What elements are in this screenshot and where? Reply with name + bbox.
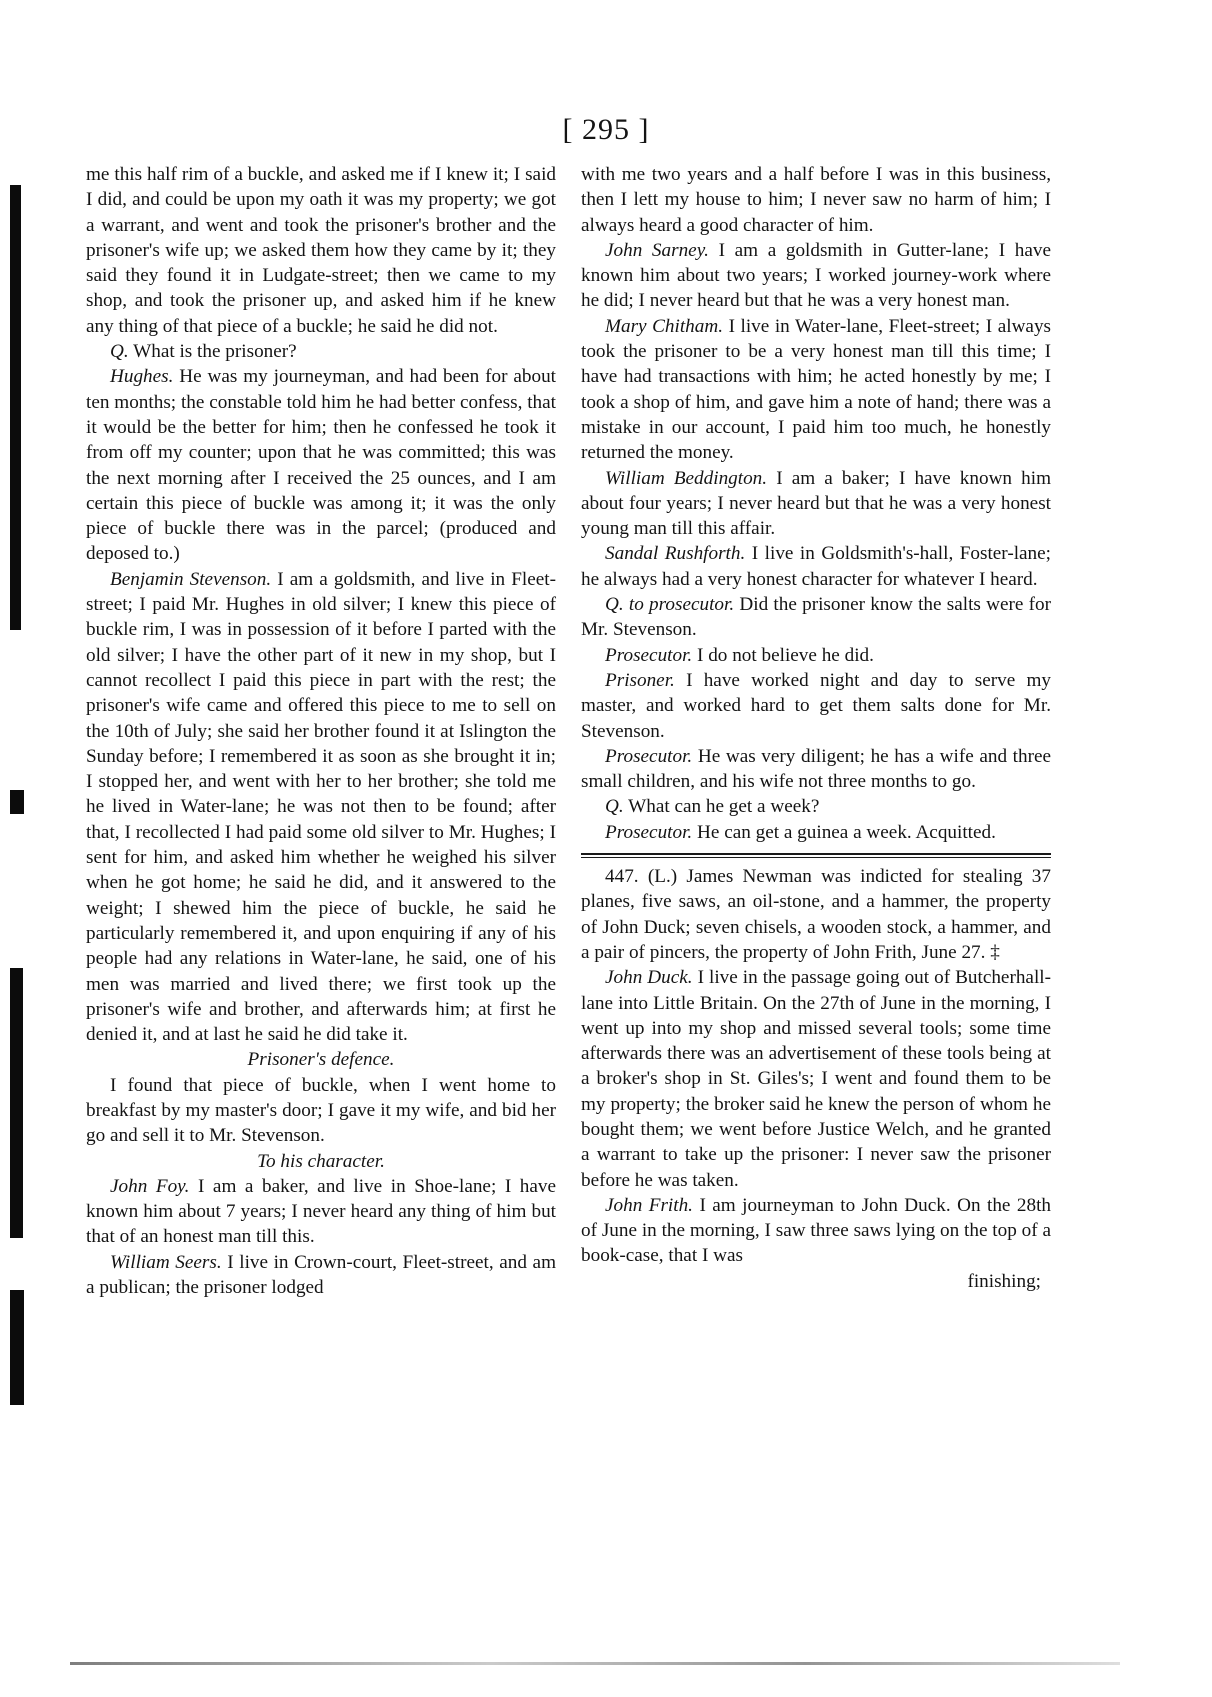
paragraph [86,1073,556,1149]
left-column [86,162,556,1300]
paragraph [86,162,556,339]
speaker-name: John Sarney. [605,239,709,261]
margin-mark [10,1290,24,1405]
speaker-name: Q. [605,796,624,818]
paragraph-text: I found that piece of buckle, when I went home to breakfast by my master's door; I gave it my wife, and bid her go and sell it to Mr. Stevenson. [86,1074,556,1147]
paragraph [581,592,1051,643]
paragraph [581,668,1051,744]
paragraph-text: I am journeyman to John Duck. On the 28th of June in the morning, I saw three saws lying on the top of a book-case, that I was [581,1194,1051,1267]
page-number: [ 295 ] [562,113,650,146]
paragraph [581,466,1051,542]
paragraph [581,314,1051,466]
section-divider [581,853,1051,858]
margin-mark [10,185,21,630]
trial-continuation [581,162,1051,845]
paragraph [86,567,556,1048]
paragraph [86,364,556,566]
paragraph-text: What can he get a week? [628,796,820,818]
paragraph-text: I live in the passage going out of Butcherhall-lane into Little Britain. On the 27th of June in the morning, I went up into my shop and missed several tools; some time afterwards there was an advertisement of these tools being at a broker's shop in St. Giles's; I went and found them to be my property; the broker said he knew the person of whom he bought them; we went before Justice Welch, and he granted a warrant to take up the prisoner: I never saw the prisoner before he was taken. [581,967,1052,1191]
speaker-name: Benjamin Stevenson. [110,568,272,590]
paragraph [581,1193,1051,1269]
speaker-name: Q. [110,341,129,363]
paragraph-text: I live in Crown-court, Fleet-street, and am a publican; the prisoner lodged [86,1251,556,1299]
paragraph [581,541,1051,592]
speaker-name: Q. to prosecutor. [605,594,735,616]
paragraph [581,238,1051,314]
paragraph-text: Prisoner's defence. [247,1049,395,1071]
paragraph [581,643,1051,668]
paragraph [581,162,1051,238]
speaker-name: Prosecutor. [605,745,693,767]
speaker-name: John Duck. [605,967,693,989]
paragraph [581,794,1051,819]
speaker-name: John Frith. [605,1194,693,1216]
paragraph-text: To his character. [257,1150,385,1172]
paragraph-text: He can get a guinea a week. Acquitted. [697,821,996,843]
paragraph-text: I live in Goldsmith's-hall, Foster-lane; he always had a very honest character for whatever I heard. [581,543,1051,590]
paragraph-text: He was my journeyman, and had been for about ten months; the constable told him he had better confess, that it would be the better for him; then he confessed he took it from off my counter; upon that he was committed; this was the next morning after I received the 25 ounces, and I am certain this piece of buckle was among it; it was the only piece of buckle there was in the parcel; (produced and deposed to.) [86,366,557,565]
speaker-name: William Seers. [110,1251,222,1273]
paragraph-text: I live in Water-lane, Fleet-street; I always took the prisoner to be a very honest man till this time; I have had transactions with him; he acted honestly by me; I took a shop of him, and gave him a note of hand; there was a mistake in our account, I paid him too much, he honestly returned the money. [581,315,1052,464]
paragraph-text: I am a baker; I have known him about four years; I never heard but that he was a very honest young man till this affair. [581,467,1051,540]
speaker-name: John Foy. [110,1175,190,1197]
paragraph-text: What is the prisoner? [133,341,297,363]
paragraph [86,1174,556,1250]
section-heading [86,1047,556,1072]
paragraph-text: He was very diligent; he has a wife and three small children, and his wife not three months to go. [581,745,1052,793]
paragraph-text: I am a goldsmith, and live in Fleet-street; I paid Mr. Hughes in old silver; I knew this piece of buckle rim, I was in possession of it before I parted with the old silver; I have the other part of it new in my shop, but I cannot recollect I paid this piece in part with the rest; the prisoner's wife came and offered this piece to me to sell on the 10th of July; she said her brother found it at Islington the Sunday before; I remembered it as soon as she brought it in; I stopped her, and went with her to her brother; she told me he lived in Water-lane; he was not then to be found; after that, I recollected I had paid some old silver to Mr. Hughes; I sent for him, and asked him whether he weighed his silver when he got home; he said he did, and it answered to the weight; I shewed him the piece of buckle, he said he particularly remembered it, and upon enquiring if any of his people had any relations in Water-lane, he said, one of his men was married and lived there; we first took up the prisoner's wife and brother, and afterwards him; at first he denied it, and at last he said he did take it. [86,568,557,1046]
paragraph [581,965,1051,1193]
paragraph [581,820,1051,845]
paragraph [86,339,556,364]
section-heading [86,1149,556,1174]
paragraph-text: me this half rim of a buckle, and asked me if I knew it; I said I did, and could be upon my oath it was my property; we got a warrant, and went and took the prisoner's brother and the prisoner's wife up; we asked them how they came by it; they said they found it in Ludgate-street; then we came to my shop, and took the prisoner up, and asked him if he knew any thing of that piece of a buckle; he said he did not. [86,164,556,337]
paragraph-text: with me two years and a half before I was in this business, then I lett my house to him; I never saw no harm of him; I always heard a good character of him. [581,164,1051,236]
page-edge-smudge [70,1662,1120,1665]
margin-mark [10,790,24,814]
paragraph-text: I am a baker, and live in Shoe-lane; I have known him about 7 years; I never heard any thing of him but that of an honest man till this. [86,1175,556,1248]
paragraph-text: 447. (L.) James Newman was indicted for stealing 37 planes, five saws, an oil-stone, and a hammer, the property of John Duck; seven chisels, a wooden stock, a hammer, and a pair of pincers, the property of John Frith, June 27. ‡ [581,866,1051,963]
speaker-name: Prosecutor. [605,644,693,666]
speaker-name: Sandal Rushforth. [605,543,746,565]
paragraph [86,1250,556,1301]
paragraph [581,744,1051,795]
speaker-name: Hughes. [110,366,174,388]
right-column [581,162,1051,1294]
speaker-name: William Beddington. [605,467,768,489]
paragraph-text: I am a goldsmith in Gutter-lane; I have known him about two years; I worked journey-work where he did; I never heard but that he was a very honest man. [581,239,1051,312]
paragraph-text: I have worked night and day to serve my master, and worked hard to get them salts done for Mr. Stevenson. [581,669,1051,742]
paragraph-text: I do not believe he did. [697,644,874,666]
trial-447 [581,864,1051,1269]
speaker-name: Mary Chitham. [605,315,724,337]
speaker-name: Prisoner. [605,669,675,691]
catchword: finishing; [967,1270,1041,1292]
margin-mark [10,968,23,1238]
speaker-name: Prosecutor. [605,821,693,843]
paragraph [581,864,1051,965]
paragraph-text: Did the prisoner know the salts were for Mr. Stevenson. [581,594,1051,641]
